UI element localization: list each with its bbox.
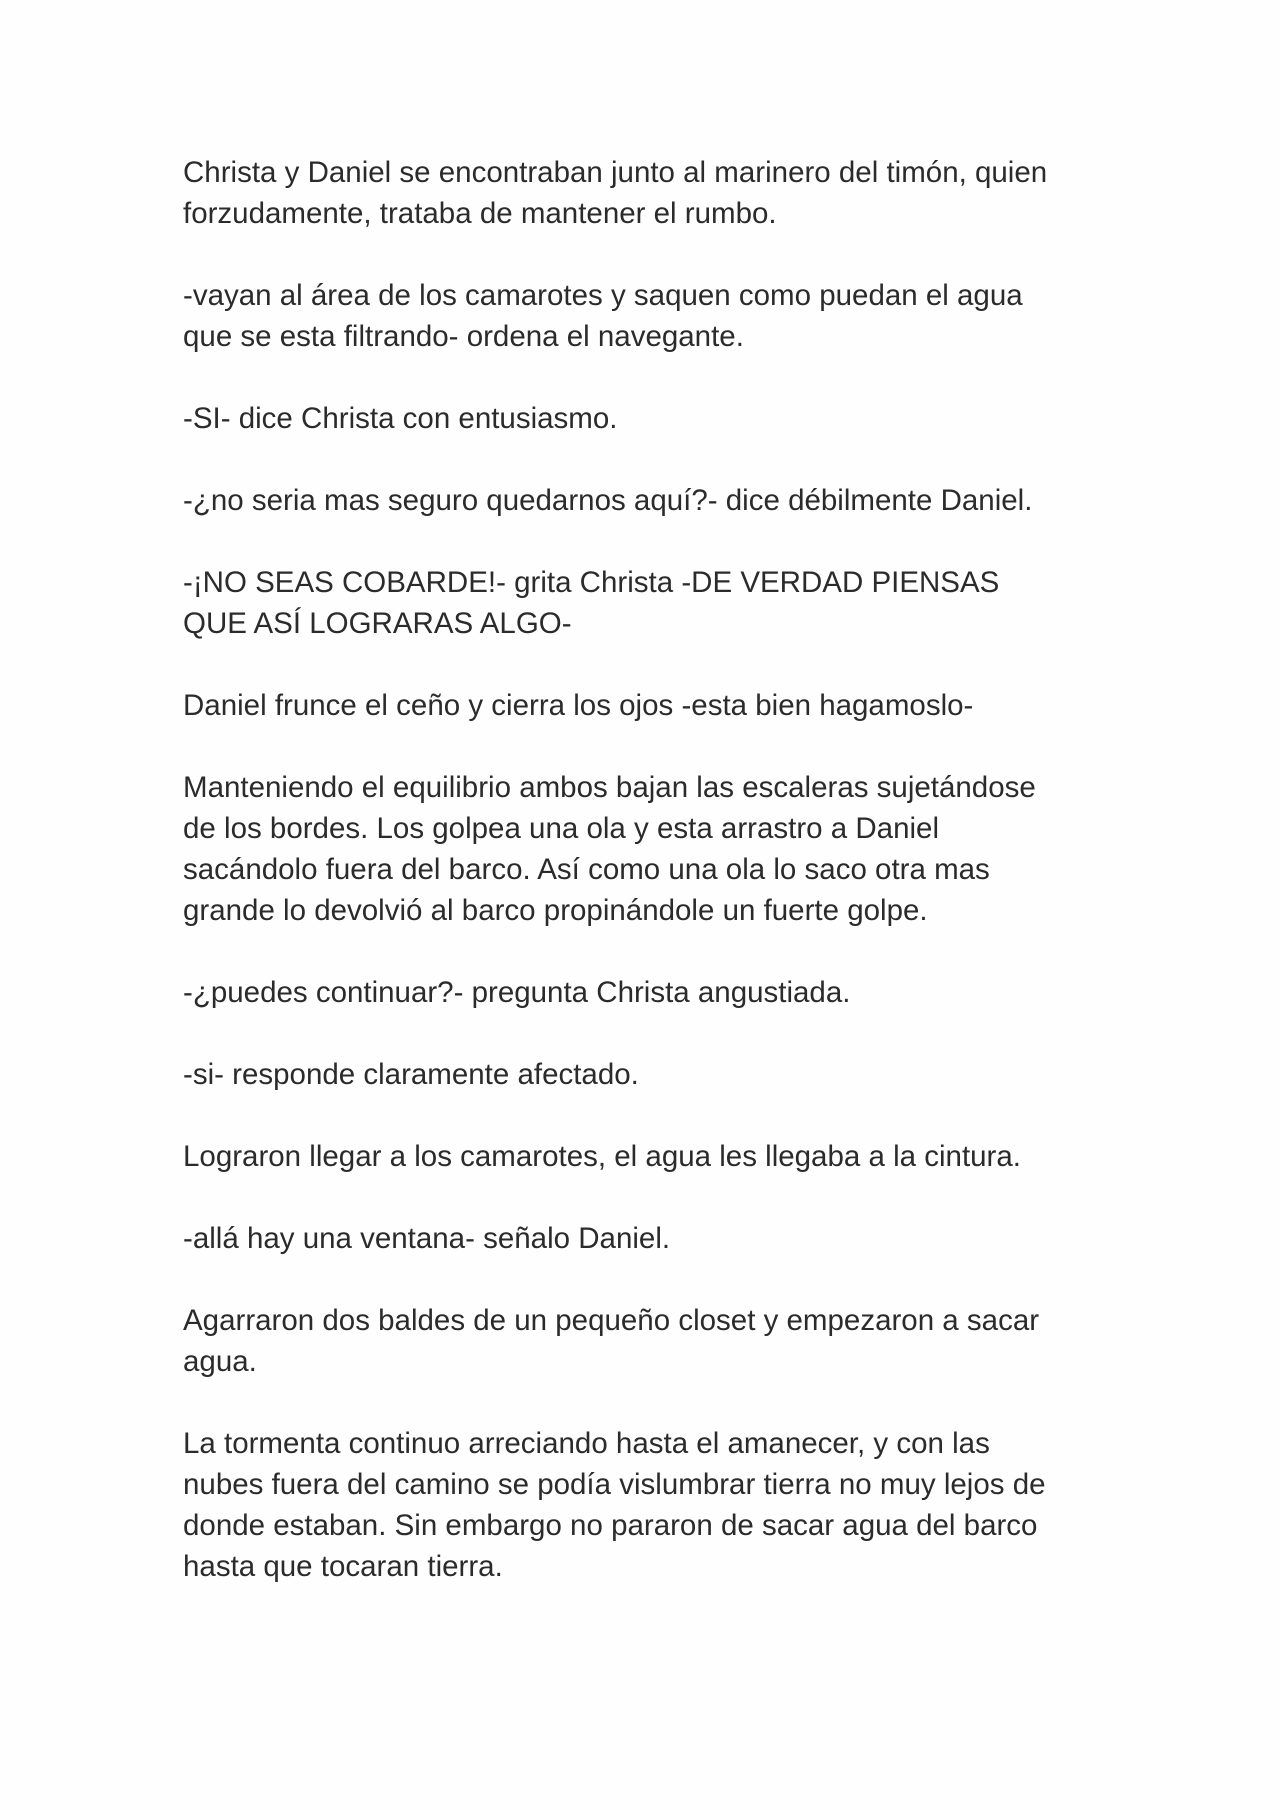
paragraph (183, 1136, 1113, 1177)
text-line: -¿no seria mas seguro quedarnos aquí?- dice débilmente Daniel. (183, 484, 1033, 517)
text-line: La tormenta continuo arreciando hasta el amanecer, y con las (183, 1427, 990, 1460)
text-line: -si- responde claramente afectado. (183, 1058, 639, 1091)
paragraph (183, 685, 1113, 726)
text-line: sacándolo fuera del barco. Así como una ola lo saco otra mas (183, 853, 990, 886)
text-line: forzudamente, trataba de mantener el rumbo. (183, 197, 777, 230)
paragraph (183, 398, 1113, 439)
paragraph (183, 972, 1113, 1013)
text-line: nubes fuera del camino se podía vislumbrar tierra no muy lejos de (183, 1468, 1046, 1501)
text-line: Manteniendo el equilibrio ambos bajan las escaleras sujetándose (183, 771, 1036, 804)
text-line: QUE ASÍ LOGRARAS ALGO- (183, 607, 572, 640)
text-line: Daniel frunce el ceño y cierra los ojos -esta bien hagamoslo- (183, 689, 974, 722)
text-line: que se esta filtrando- ordena el navegante. (183, 320, 744, 353)
document-body (183, 152, 1113, 1628)
text-line: -SI- dice Christa con entusiasmo. (183, 402, 618, 435)
text-line: -allá hay una ventana- señalo Daniel. (183, 1222, 671, 1255)
text-line: -¿puedes continuar?- pregunta Christa angustiada. (183, 976, 851, 1009)
paragraph (183, 1423, 1113, 1587)
text-line: Agarraron dos baldes de un pequeño closet y empezaron a sacar (183, 1304, 1040, 1337)
text-line: agua. (183, 1345, 257, 1378)
text-line: -vayan al área de los camarotes y saquen como puedan el agua (183, 279, 1023, 312)
paragraph (183, 562, 1113, 644)
text-line: de los bordes. Los golpea una ola y esta arrastro a Daniel (183, 812, 939, 845)
paragraph (183, 480, 1113, 521)
paragraph (183, 275, 1113, 357)
text-line: Christa y Daniel se encontraban junto al marinero del timón, quien (183, 156, 1048, 189)
paragraph (183, 1300, 1113, 1382)
text-line: hasta que tocaran tierra. (183, 1550, 503, 1583)
text-line: Lograron llegar a los camarotes, el agua les llegaba a la cintura. (183, 1140, 1021, 1173)
text-line: -¡NO SEAS COBARDE!- grita Christa -DE VERDAD PIENSAS (183, 566, 1000, 599)
paragraph (183, 152, 1113, 234)
paragraph (183, 767, 1113, 931)
text-line: donde estaban. Sin embargo no pararon de sacar agua del barco (183, 1509, 1038, 1542)
paragraph (183, 1054, 1113, 1095)
paragraph (183, 1218, 1113, 1259)
text-line: grande lo devolvió al barco propinándole un fuerte golpe. (183, 894, 928, 927)
